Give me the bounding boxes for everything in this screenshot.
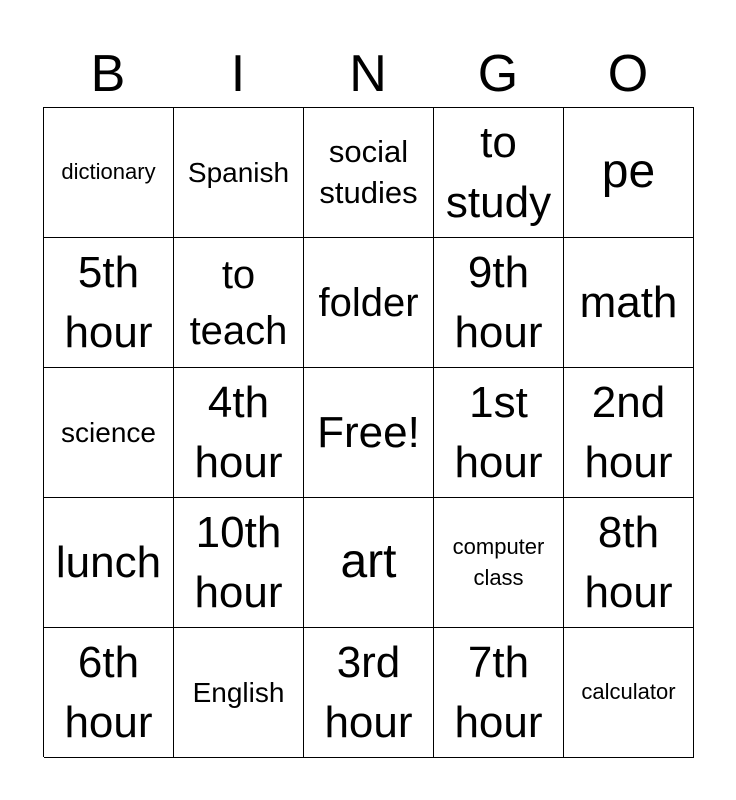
- header-letter-b: B: [90, 45, 126, 103]
- cell-label: 10th hour: [194, 508, 283, 617]
- cell-label: 9th hour: [454, 248, 543, 357]
- bingo-cell-r3-c1[interactable]: [44, 368, 174, 498]
- bingo-cell-r4-c1[interactable]: [44, 498, 174, 628]
- cell-label: 7th hour: [454, 638, 543, 747]
- cell-label: 3rd hour: [324, 638, 413, 747]
- bingo-cell-r3-c5[interactable]: [564, 368, 694, 498]
- cell-label: science: [61, 417, 156, 448]
- cell-label: social studies: [319, 134, 418, 210]
- header-letter-o: O: [607, 45, 649, 103]
- bingo-cell-r5-c3[interactable]: [304, 628, 434, 758]
- header-letter-i: I: [230, 45, 246, 103]
- cell-label: math: [579, 277, 678, 327]
- bingo-cell-r5-c5[interactable]: [564, 628, 694, 758]
- header-letter-n: N: [349, 45, 387, 103]
- bingo-cell-r2-c2[interactable]: [174, 238, 304, 368]
- bingo-cell-r5-c1[interactable]: [44, 628, 174, 758]
- bingo-cell-r3-c4[interactable]: [434, 368, 564, 498]
- bingo-cell-r5-c4[interactable]: [434, 628, 564, 758]
- cell-label: 5th hour: [64, 248, 153, 357]
- cell-label: English: [192, 677, 285, 708]
- bingo-cell-r2-c5[interactable]: [564, 238, 694, 368]
- bingo-cell-r4-c4[interactable]: [434, 498, 564, 628]
- bingo-cell-r3-c2[interactable]: [174, 368, 304, 498]
- bingo-cell-r1-c4[interactable]: [434, 108, 564, 238]
- bingo-cell-r2-c1[interactable]: [44, 238, 174, 368]
- bingo-cell-r4-c5[interactable]: [564, 498, 694, 628]
- cell-label: to study: [445, 118, 552, 227]
- cell-label: 6th hour: [64, 638, 153, 747]
- cell-label: 4th hour: [194, 378, 283, 487]
- bingo-board: [43, 107, 694, 757]
- cell-label: 8th hour: [584, 508, 673, 617]
- cell-label: to teach: [189, 252, 288, 353]
- cell-label: calculator: [581, 679, 676, 705]
- bingo-header: [43, 40, 693, 108]
- cell-label: computer class: [452, 533, 545, 590]
- bingo-cell-r2-c4[interactable]: [434, 238, 564, 368]
- bingo-cell-r5-c2[interactable]: [174, 628, 304, 758]
- bingo-cell-r1-c2[interactable]: [174, 108, 304, 238]
- cell-label: dictionary: [61, 159, 156, 185]
- bingo-cell-r1-c5[interactable]: [564, 108, 694, 238]
- bingo-cell-r1-c3[interactable]: [304, 108, 434, 238]
- bingo-cell-r4-c3[interactable]: [304, 498, 434, 628]
- cell-label: Spanish: [187, 157, 290, 188]
- header-letter-g: G: [477, 45, 519, 103]
- cell-label: art: [340, 535, 397, 589]
- cell-label: 2nd hour: [584, 378, 673, 487]
- cell-label: folder: [318, 280, 419, 325]
- bingo-cell-r4-c2[interactable]: [174, 498, 304, 628]
- cell-label: lunch: [55, 537, 162, 587]
- cell-label: pe: [601, 145, 656, 199]
- cell-label: 1st hour: [454, 378, 543, 487]
- bingo-cell-r2-c3[interactable]: [304, 238, 434, 368]
- bingo-cell-r1-c1[interactable]: [44, 108, 174, 238]
- cell-label: Free!: [317, 407, 420, 457]
- bingo-cell-r3-c3[interactable]: [304, 368, 434, 498]
